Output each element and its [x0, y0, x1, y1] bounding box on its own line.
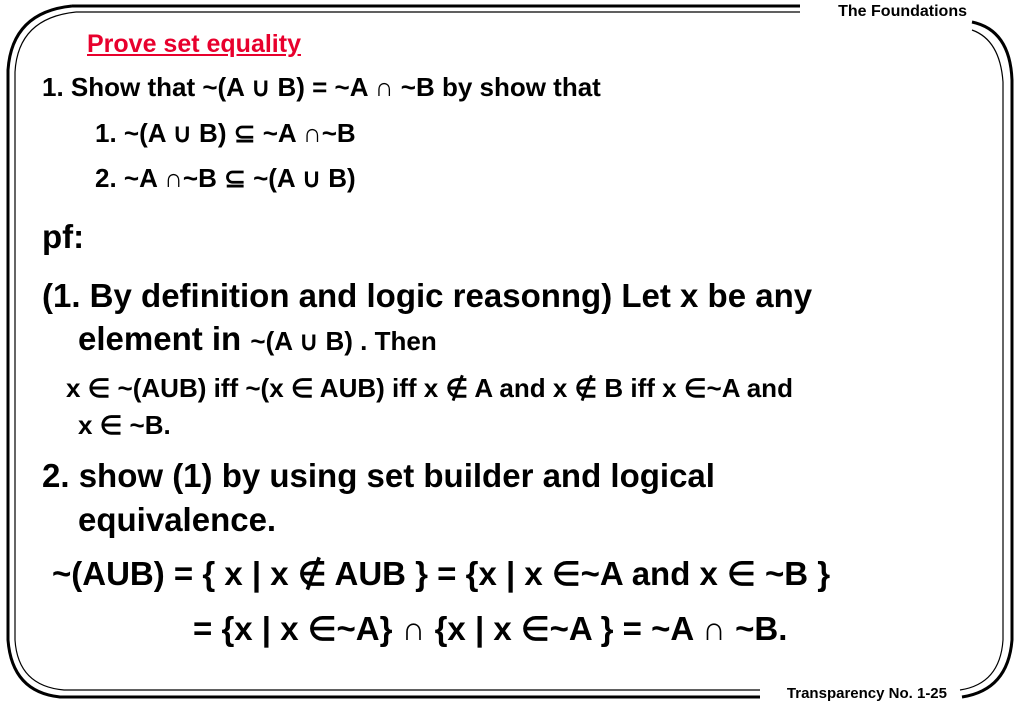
slide-title: Prove set equality — [87, 30, 301, 58]
part1-line-2-expr: ~(A ∪ B) . Then — [250, 326, 437, 356]
part1-detail-line-1: x ∈ ~(AUB) iff ~(x ∈ AUB) iff x ∉ A and x ∉ B iff x ∈~A and — [66, 373, 793, 403]
equation-line-2: = {x | x ∈~A} ∩ {x | x ∈~A } = ~A ∩ ~B. — [193, 610, 788, 647]
statement-line: 1. Show that ~(A ∪ B) = ~A ∩ ~B by show that — [42, 72, 601, 102]
sub-goal-2-text: 2. ~A ∩~B ⊆ ~(A ∪ B) — [95, 163, 356, 193]
footer-page-label: Transparency No. 1-25 — [786, 685, 947, 702]
header-section-label: The Foundations — [838, 3, 967, 20]
part2-line-1: 2. show (1) by using set builder and logical — [42, 457, 715, 494]
sub-goal-1 — [95, 118, 356, 149]
sub-goal-2 — [95, 163, 356, 194]
part1-line-2 — [78, 320, 437, 358]
part1-detail-line-2: x ∈ ~B. — [78, 410, 171, 440]
proof-label: pf: — [42, 218, 85, 255]
part1-line-1: (1. By definition and logic reasonng) Let x be any — [42, 277, 813, 314]
sub-goal-1-text: 1. ~(A ∪ B) ⊆ ~A ∩~B — [95, 118, 356, 148]
part1-line-2-text: element in — [78, 320, 251, 357]
part2-line-2: equivalence. — [78, 501, 277, 538]
equation-line-1: ~(AUB) = { x | x ∉ AUB } = {x | x ∈~A and x ∈ ~B } — [52, 555, 831, 592]
